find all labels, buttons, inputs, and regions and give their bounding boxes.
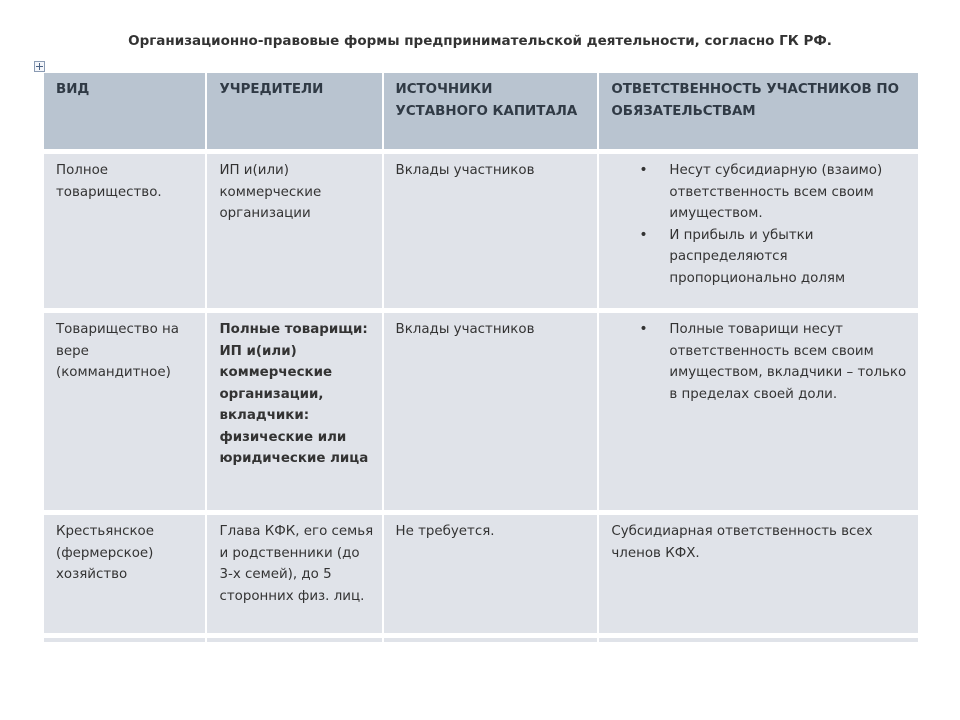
cell-type: Полное товарищество. — [44, 154, 207, 313]
table-row — [44, 313, 918, 515]
header-type: ВИД — [44, 73, 207, 154]
liability-list — [611, 319, 910, 405]
cell-liability — [599, 154, 918, 313]
cell-liability — [599, 313, 918, 515]
document-title: Организационно-правовые формы предпринимательской деятельности, согласно ГК РФ. — [128, 33, 832, 49]
cell-liability: Субсидиарная ответственность всех членов КФХ. — [599, 515, 918, 638]
table-row-partial — [44, 638, 918, 642]
empty-cell — [599, 638, 918, 642]
cell-founders: Полные товарищи: ИП и(или) коммерческие организации, вкладчики: физические или юридические лица — [207, 313, 383, 515]
empty-cell — [384, 638, 600, 642]
header-capital: ИСТОЧНИКИ УСТАВНОГО КАПИТАЛА — [384, 73, 600, 154]
table-row — [44, 515, 918, 638]
cell-capital: Вклады участников — [384, 313, 600, 515]
header-founders: УЧРЕДИТЕЛИ — [207, 73, 383, 154]
cell-founders: ИП и(или) коммерческие организации — [207, 154, 383, 313]
cell-type: Товарищество на вере (коммандитное) — [44, 313, 207, 515]
empty-cell — [44, 638, 207, 642]
table-move-handle-icon[interactable] — [34, 61, 45, 72]
cell-founders: Глава КФК, его семья и родственники (до 3-х семей), до 5 сторонних физ. лиц. — [207, 515, 383, 638]
cell-capital: Вклады участников — [384, 154, 600, 313]
table-header-row — [44, 73, 918, 154]
empty-cell — [207, 638, 383, 642]
list-item: • Несут субсидиарную (взаимо) ответственность всем своим имуществом. — [669, 160, 910, 225]
list-item: • И прибыль и убытки распределяются пропорционально долям — [669, 225, 910, 290]
header-liability: ОТВЕТСТВЕННОСТЬ УЧАСТНИКОВ ПО ОБЯЗАТЕЛЬСТВАМ — [599, 73, 918, 154]
cell-capital: Не требуется. — [384, 515, 600, 638]
table-row — [44, 154, 918, 313]
cell-type: Крестьянское (фермерское) хозяйство — [44, 515, 207, 638]
liability-list — [611, 160, 910, 289]
list-item: • Полные товарищи несут ответственность всем своим имуществом, вкладчики – только в пределах своей доли. — [669, 319, 910, 405]
legal-forms-table — [44, 73, 918, 642]
